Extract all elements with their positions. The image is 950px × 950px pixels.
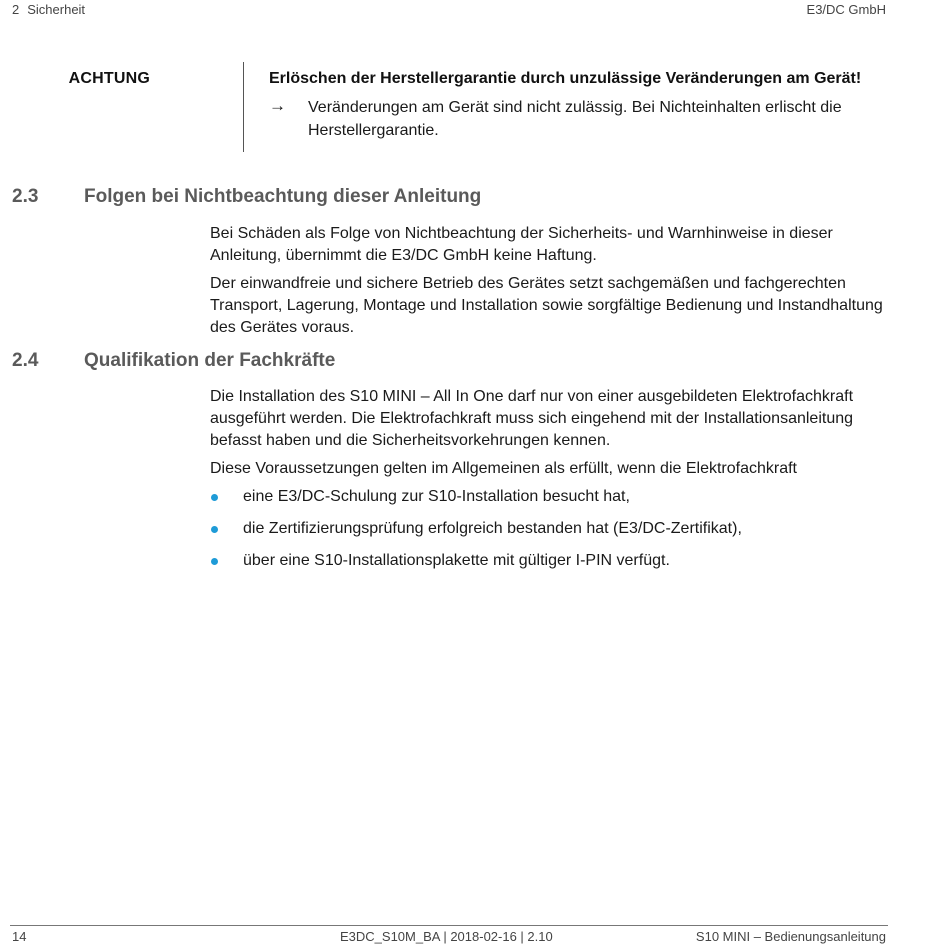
arrow-right-icon: → — [269, 96, 286, 115]
list-item-text: eine E3/DC-Schulung zur S10-Installation besucht hat, — [243, 488, 630, 505]
document-title: S10 MINI – Bedienungsanleitung — [695, 929, 886, 944]
list-item — [210, 550, 890, 582]
footer-divider — [10, 925, 888, 926]
paragraph: Die Installation des S10 MINI – All In One darf nur von einer ausgebildeten Elektrofachkraft ausgeführt werden. Die Elektrofachkraft muss sich eingehend mit der Installationsanleitung befasst haben und die Sicherheitsvorkehrungen kennen. — [210, 388, 854, 449]
chapter-title: Sicherheit — [27, 2, 86, 17]
chapter-number: 2 — [12, 2, 20, 17]
section-number: 2.3 — [12, 186, 39, 207]
section-heading-2-3 — [12, 186, 612, 212]
list-item — [210, 486, 890, 518]
bullet-icon — [211, 526, 218, 533]
paragraph: Bei Schäden als Folge von Nichtbeachtung der Sicherheits- und Warnhinweise in dieser Anleitung, übernimmt die E3/DC GmbH keine Haftung. — [210, 225, 833, 264]
section-title: Qualifikation der Fachkräfte — [84, 350, 336, 371]
requirements-list — [210, 486, 890, 582]
section-heading-2-4 — [12, 350, 612, 376]
list-item-text: die Zertifizierungsprüfung erfolgreich bestanden hat (E3/DC-Zertifikat), — [243, 520, 742, 537]
warning-title: Erlöschen der Herstellergarantie durch unzulässige Veränderungen am Gerät! — [269, 70, 862, 87]
bullet-icon — [211, 494, 218, 501]
warning-divider — [243, 62, 244, 152]
list-item-text: über eine S10-Installationsplakette mit gültiger I-PIN verfügt. — [243, 552, 670, 569]
paragraph: Diese Voraussetzungen gelten im Allgemeinen als erfüllt, wenn die Elektrofachkraft — [210, 460, 797, 477]
warning-text: Veränderungen am Gerät sind nicht zulässig. Bei Nichteinhalten erlischt die Herstellergarantie. — [308, 99, 842, 139]
paragraph: Der einwandfreie und sichere Betrieb des Gerätes setzt sachgemäßen und fachgerechten Transport, Lagerung, Montage und Installation sowie sorgfältige Bedienung und Instandhaltung des Gerätes voraus. — [210, 275, 883, 336]
running-header — [12, 2, 886, 20]
bullet-icon — [211, 558, 218, 565]
company-name: E3/DC GmbH — [806, 2, 886, 17]
warning-signal-word: ACHTUNG — [68, 70, 150, 87]
list-item — [210, 518, 890, 550]
warning-notice — [0, 62, 900, 154]
page-footer — [12, 929, 886, 947]
section-title: Folgen bei Nichtbeachtung dieser Anleitung — [84, 186, 482, 207]
page-number: 14 — [12, 929, 27, 944]
chapter-label — [12, 2, 85, 17]
section-body-2-4 — [210, 386, 890, 582]
section-number: 2.4 — [12, 350, 39, 371]
section-body-2-3 — [210, 223, 890, 345]
document-id: E3DC_S10M_BA | 2018-02-16 | 2.10 — [340, 929, 553, 944]
